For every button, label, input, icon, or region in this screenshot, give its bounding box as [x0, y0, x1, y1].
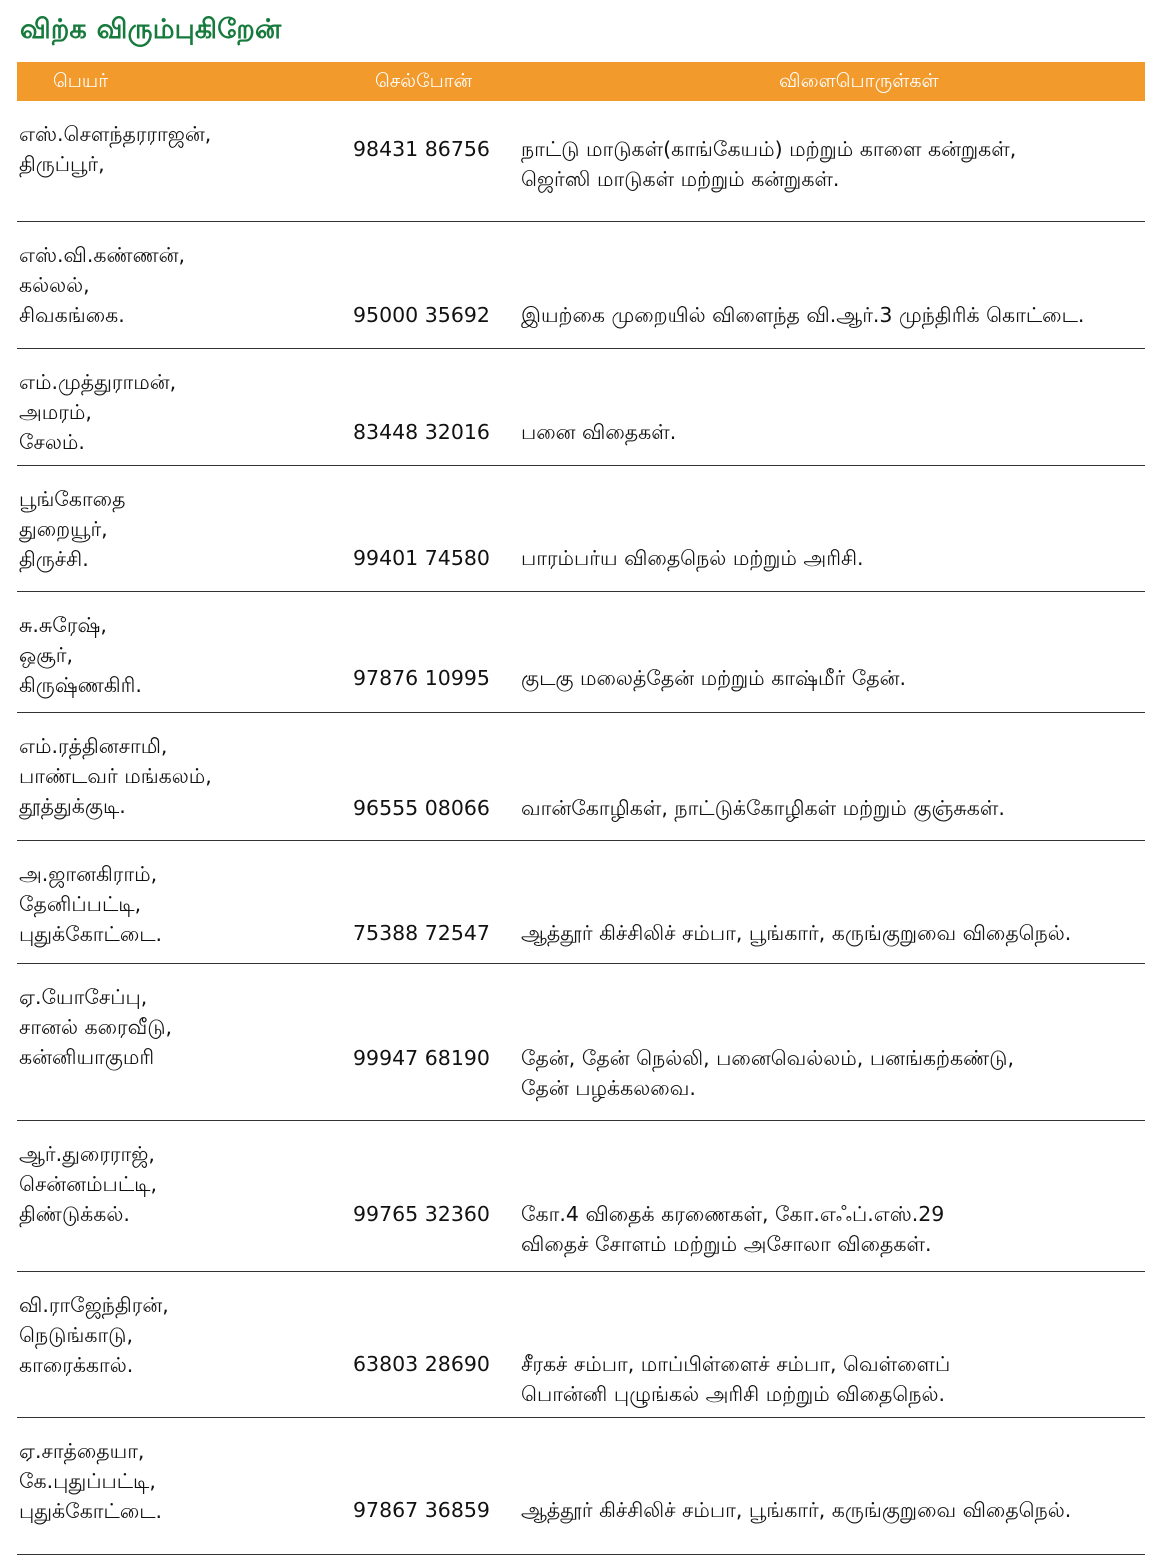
- seller-name-line: ஒசூர்,: [19, 643, 74, 667]
- table-row: [17, 349, 1145, 466]
- seller-name-line: ஏ.சாத்தையா,: [19, 1439, 145, 1463]
- seller-name-line: எஸ்.வி.கண்ணன்,: [19, 243, 186, 267]
- seller-name: [19, 731, 212, 821]
- seller-products: [521, 1199, 944, 1259]
- page-title: விற்க விரும்புகிறேன்: [20, 14, 282, 45]
- seller-name-line: திருச்சி.: [19, 547, 89, 571]
- seller-name: [19, 610, 142, 700]
- seller-name: [19, 859, 162, 949]
- seller-name-line: கிருஷ்ணகிரி.: [19, 673, 142, 697]
- seller-products: [521, 1043, 1014, 1103]
- seller-phone: 63803 28690: [353, 1352, 490, 1376]
- product-line: இயற்கை முறையில் விளைந்த வி.ஆர்.3 முந்திரிக் கொட்டை.: [521, 303, 1085, 327]
- product-line: ஆத்தூர் கிச்சிலிச் சம்பா, பூங்கார், கருங்குறுவை விதைநெல்.: [521, 1498, 1072, 1522]
- seller-name-line: தேனிப்பட்டி,: [19, 892, 142, 916]
- seller-name-line: சானல் கரைவீடு,: [19, 1015, 173, 1039]
- table-row: [17, 1272, 1145, 1418]
- header-name: பெயர்: [53, 70, 109, 92]
- seller-name-line: புதுக்கோட்டை.: [19, 922, 163, 946]
- seller-name: [19, 1139, 157, 1229]
- table-row: [17, 713, 1145, 841]
- table-row: [17, 222, 1145, 349]
- seller-name-line: திண்டுக்கல்.: [19, 1202, 130, 1226]
- seller-name-line: ஆர்.துரைராஜ்,: [19, 1142, 155, 1166]
- product-line: ஆத்தூர் கிச்சிலிச் சம்பா, பூங்கார், கருங்குறுவை விதைநெல்.: [521, 921, 1072, 945]
- seller-name: [19, 240, 185, 330]
- seller-phone: 97876 10995: [353, 666, 490, 690]
- seller-name-line: சு.சுரேஷ்,: [19, 613, 107, 637]
- seller-table: [17, 101, 1145, 1555]
- seller-name-line: எஸ்.செளந்தரராஜன்,: [19, 122, 212, 146]
- product-line: குடகு மலைத்தேன் மற்றும் காஷ்மீர் தேன்.: [521, 666, 907, 690]
- seller-name-line: காரைக்கால்.: [19, 1353, 134, 1377]
- seller-products: [521, 1349, 950, 1409]
- header-items: விளைபொருள்கள்: [779, 70, 939, 92]
- seller-products: [521, 543, 864, 573]
- seller-name-line: பூங்கோதை: [19, 487, 126, 511]
- seller-name: [19, 484, 125, 574]
- seller-name-line: அமரம்,: [19, 400, 92, 424]
- seller-name-line: ஏ.யோசேப்பு,: [19, 985, 148, 1009]
- product-line: ஜெர்ஸி மாடுகள் மற்றும் கன்றுகள்.: [521, 167, 840, 191]
- seller-products: [521, 134, 1016, 194]
- seller-name-line: எம்.ரத்தினசாமி,: [19, 734, 168, 758]
- seller-name-line: கல்லல்,: [19, 273, 90, 297]
- seller-products: [521, 1495, 1071, 1525]
- table-header: [17, 62, 1145, 101]
- seller-name: [19, 1436, 162, 1526]
- product-line: நாட்டு மாடுகள்(காங்கேயம்) மற்றும் காளை கன்றுகள்,: [521, 137, 1017, 161]
- table-row: [17, 466, 1145, 592]
- product-line: தேன் பழக்கலவை.: [521, 1076, 696, 1100]
- table-row: [17, 1418, 1145, 1555]
- seller-phone: 99765 32360: [353, 1202, 490, 1226]
- product-line: பனை விதைகள்.: [521, 420, 677, 444]
- seller-name: [19, 982, 172, 1072]
- seller-phone: 97867 36859: [353, 1498, 490, 1522]
- seller-products: [521, 300, 1084, 330]
- seller-phone: 99947 68190: [353, 1046, 490, 1070]
- seller-name-line: அ.ஜானகிராம்,: [19, 862, 158, 886]
- seller-name-line: கே.புதுப்பட்டி,: [19, 1469, 156, 1493]
- product-line: பொன்னி புழுங்கல் அரிசி மற்றும் விதைநெல்.: [521, 1382, 946, 1406]
- seller-name: [19, 1290, 169, 1380]
- table-row: [17, 592, 1145, 713]
- seller-name-line: திருப்பூர்,: [19, 152, 105, 176]
- seller-name-line: சேலம்.: [19, 430, 85, 454]
- seller-phone: 95000 35692: [353, 303, 490, 327]
- seller-products: [521, 918, 1071, 948]
- seller-name-line: சிவகங்கை.: [19, 303, 125, 327]
- seller-name-line: பாண்டவர் மங்கலம்,: [19, 764, 212, 788]
- product-line: பாரம்பர்ய விதைநெல் மற்றும் அரிசி.: [521, 546, 864, 570]
- seller-name-line: துறையூர்,: [19, 517, 108, 541]
- product-line: தேன், தேன் நெல்லி, பனைவெல்லம், பனங்கற்கண்டு,: [521, 1046, 1015, 1070]
- seller-phone: 98431 86756: [353, 137, 490, 161]
- seller-products: [521, 793, 1005, 823]
- seller-name-line: தூத்துக்குடி.: [19, 794, 126, 818]
- table-row: [17, 101, 1145, 222]
- table-row: [17, 964, 1145, 1121]
- seller-name-line: புதுக்கோட்டை.: [19, 1499, 163, 1523]
- seller-products: [521, 663, 906, 693]
- seller-name-line: வி.ராஜேந்திரன்,: [19, 1293, 169, 1317]
- seller-phone: 99401 74580: [353, 546, 490, 570]
- seller-name-line: கன்னியாகுமரி: [19, 1045, 155, 1069]
- seller-name-line: நெடுங்காடு,: [19, 1323, 134, 1347]
- table-row: [17, 841, 1145, 964]
- seller-name-line: சென்னம்பட்டி,: [19, 1172, 157, 1196]
- header-phone: செல்போன்: [375, 70, 473, 92]
- seller-products: [521, 417, 676, 447]
- product-line: சீரகச் சம்பா, மாப்பிள்ளைச் சம்பா, வெள்ளைப்: [521, 1352, 951, 1376]
- seller-name: [19, 367, 176, 457]
- seller-phone: 96555 08066: [353, 796, 490, 820]
- seller-name-line: எம்.முத்துராமன்,: [19, 370, 177, 394]
- product-line: வான்கோழிகள், நாட்டுக்கோழிகள் மற்றும் குஞ்சுகள்.: [521, 796, 1005, 820]
- table-row: [17, 1121, 1145, 1272]
- product-line: விதைச் சோளம் மற்றும் அசோலா விதைகள்.: [521, 1232, 932, 1256]
- seller-phone: 75388 72547: [353, 921, 490, 945]
- seller-phone: 83448 32016: [353, 420, 490, 444]
- product-line: கோ.4 விதைக் கரணைகள், கோ.எஃப்.எஸ்.29: [521, 1202, 945, 1226]
- seller-name: [19, 119, 211, 179]
